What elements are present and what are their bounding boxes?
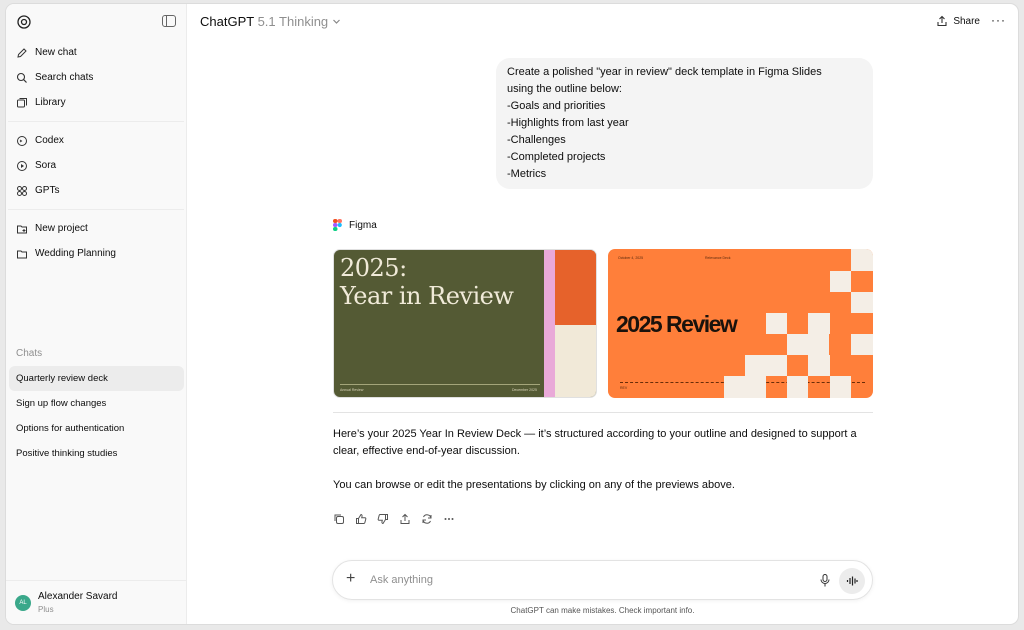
sidebar-item-label: Codex [35, 135, 64, 146]
user-message [496, 58, 873, 189]
sidebar-item-label: Library [35, 97, 66, 108]
deck-preview-year-in-review[interactable] [333, 249, 597, 398]
copy-icon [333, 513, 345, 525]
message-divider [333, 412, 873, 413]
app-name: ChatGPT [200, 14, 254, 29]
user-plan: Plus [38, 605, 54, 614]
composer-input[interactable]: Ask anything [370, 574, 433, 586]
disclaimer: ChatGPT can make mistakes. Check important info. [510, 606, 695, 615]
top-bar [187, 4, 1018, 40]
pattern-square [851, 292, 873, 313]
preview-footer: REV [620, 386, 628, 390]
pattern-square [745, 355, 787, 376]
sidebar-item-gpts[interactable] [6, 178, 186, 203]
new-chat-icon [16, 47, 28, 59]
assistant-paragraph: You can browse or edit the presentations by clicking on any of the previews above. [333, 479, 735, 491]
share-label: Share [953, 15, 980, 27]
share-icon [399, 513, 411, 525]
sidebar-item-label: New project [35, 223, 88, 234]
sidebar-item-label: New chat [35, 47, 77, 58]
avatar: AL [15, 595, 31, 611]
preview-title-line: 2025: [340, 254, 407, 282]
share-icon [936, 15, 948, 27]
more-options-button[interactable]: ··· [991, 13, 1006, 27]
thumbs-down-button[interactable] [377, 511, 399, 527]
sidebar-nav [6, 40, 186, 266]
pattern-square [851, 334, 873, 355]
more-icon [443, 513, 455, 525]
sidebar-item-label: Sora [35, 160, 57, 171]
chat-item-quarterly-review-deck[interactable]: Quarterly review deck [9, 366, 184, 391]
chat-history-list [9, 366, 184, 466]
pattern-square [766, 313, 787, 334]
share-message-button[interactable] [399, 511, 421, 527]
grid-icon [16, 185, 28, 197]
sidebar-item-library[interactable] [6, 90, 186, 115]
sidebar-item-new-project[interactable] [6, 216, 186, 241]
pattern-square [851, 249, 873, 271]
waveform-icon [846, 576, 858, 586]
thumbs-up-button[interactable] [355, 511, 377, 527]
preview-divider [340, 384, 540, 385]
user-message-line: -Highlights from last year [507, 117, 629, 129]
chat-item-positive-thinking-studies[interactable]: Positive thinking studies [16, 448, 118, 459]
pink-stripe [544, 250, 555, 397]
pattern-square [724, 376, 766, 398]
search-icon [16, 72, 28, 84]
toggle-sidebar-icon[interactable] [162, 15, 176, 27]
model-selector[interactable] [200, 14, 341, 29]
preview-title-line: Year in Review [340, 282, 514, 310]
pattern-square [830, 376, 851, 398]
pattern-square [787, 376, 808, 398]
figma-label: Figma [349, 219, 377, 231]
user-message-line: -Goals and priorities [507, 100, 606, 112]
user-message-line: Create a polished "year in review" deck template in Figma Slides [507, 66, 822, 78]
sidebar-item-search-chats[interactable] [6, 65, 186, 90]
folder-icon [16, 248, 28, 260]
orange-block [555, 250, 596, 325]
sidebar-divider [8, 121, 184, 122]
refresh-icon [421, 513, 433, 525]
pattern-square [808, 355, 830, 376]
copy-button[interactable] [333, 511, 355, 527]
figma-source [333, 219, 377, 231]
chat-item-sign-up-flow-changes[interactable]: Sign up flow changes [16, 398, 107, 409]
thumbs-down-icon [377, 513, 389, 525]
message-actions [333, 511, 465, 527]
library-icon [16, 97, 28, 109]
sidebar-item-label: Wedding Planning [35, 248, 116, 259]
sidebar-item-label: GPTs [35, 185, 60, 196]
sidebar-item-sora[interactable] [6, 153, 186, 178]
sidebar [6, 4, 187, 624]
main-panel [187, 4, 1018, 624]
assistant-paragraph: Here’s your 2025 Year In Review Deck — it’s structured according to your outline and designed to support a clear, effective end-of-year discussion. [333, 428, 857, 457]
more-actions-button[interactable] [443, 511, 465, 527]
sidebar-item-new-chat[interactable] [6, 40, 186, 65]
user-message-line: using the outline below: [507, 83, 622, 95]
add-attachment-button[interactable]: + [346, 570, 356, 587]
user-profile[interactable] [6, 580, 186, 624]
message-composer[interactable] [332, 560, 873, 600]
preview-meta-right: Relevance Deck [705, 256, 731, 260]
pattern-square [787, 334, 829, 355]
microphone-icon[interactable] [820, 574, 830, 587]
chat-item-options-for-authentication[interactable]: Options for authentication [16, 423, 125, 434]
user-message-line: -Completed projects [507, 151, 606, 163]
preview-meta-left: October 4, 2025 [618, 256, 644, 260]
preview-title: 2025 Review [616, 311, 737, 337]
model-version: 5.1 Thinking [257, 14, 329, 29]
deck-preview-2025-review[interactable] [608, 249, 873, 398]
sidebar-divider [8, 209, 184, 210]
pattern-square [808, 313, 830, 334]
new-folder-icon [16, 223, 28, 235]
user-name: Alexander Savard [38, 591, 118, 602]
assistant-message [333, 426, 883, 511]
share-button[interactable] [936, 15, 980, 27]
sidebar-header [6, 4, 186, 40]
voice-mode-button[interactable] [839, 568, 865, 594]
preview-title [340, 254, 513, 310]
app-window [6, 4, 1018, 624]
preview-footer-left: Annual Review [340, 388, 364, 392]
regenerate-button[interactable] [421, 511, 443, 527]
chats-heading: Chats [16, 348, 43, 359]
figma-icon [333, 219, 342, 231]
play-icon [16, 160, 28, 172]
sidebar-item-wedding-planning[interactable] [6, 241, 186, 266]
codex-icon [16, 135, 28, 147]
pattern-square [830, 271, 851, 292]
sidebar-item-label: Search chats [35, 72, 94, 83]
user-message-line: -Challenges [507, 134, 566, 146]
chevron-down-icon [332, 17, 341, 26]
openai-logo-icon[interactable] [16, 14, 32, 30]
sidebar-item-codex[interactable] [6, 128, 186, 153]
cream-block [555, 325, 596, 397]
preview-footer-right: December 2025 [512, 388, 537, 392]
thumbs-up-icon [355, 513, 367, 525]
user-message-line: -Metrics [507, 168, 547, 180]
